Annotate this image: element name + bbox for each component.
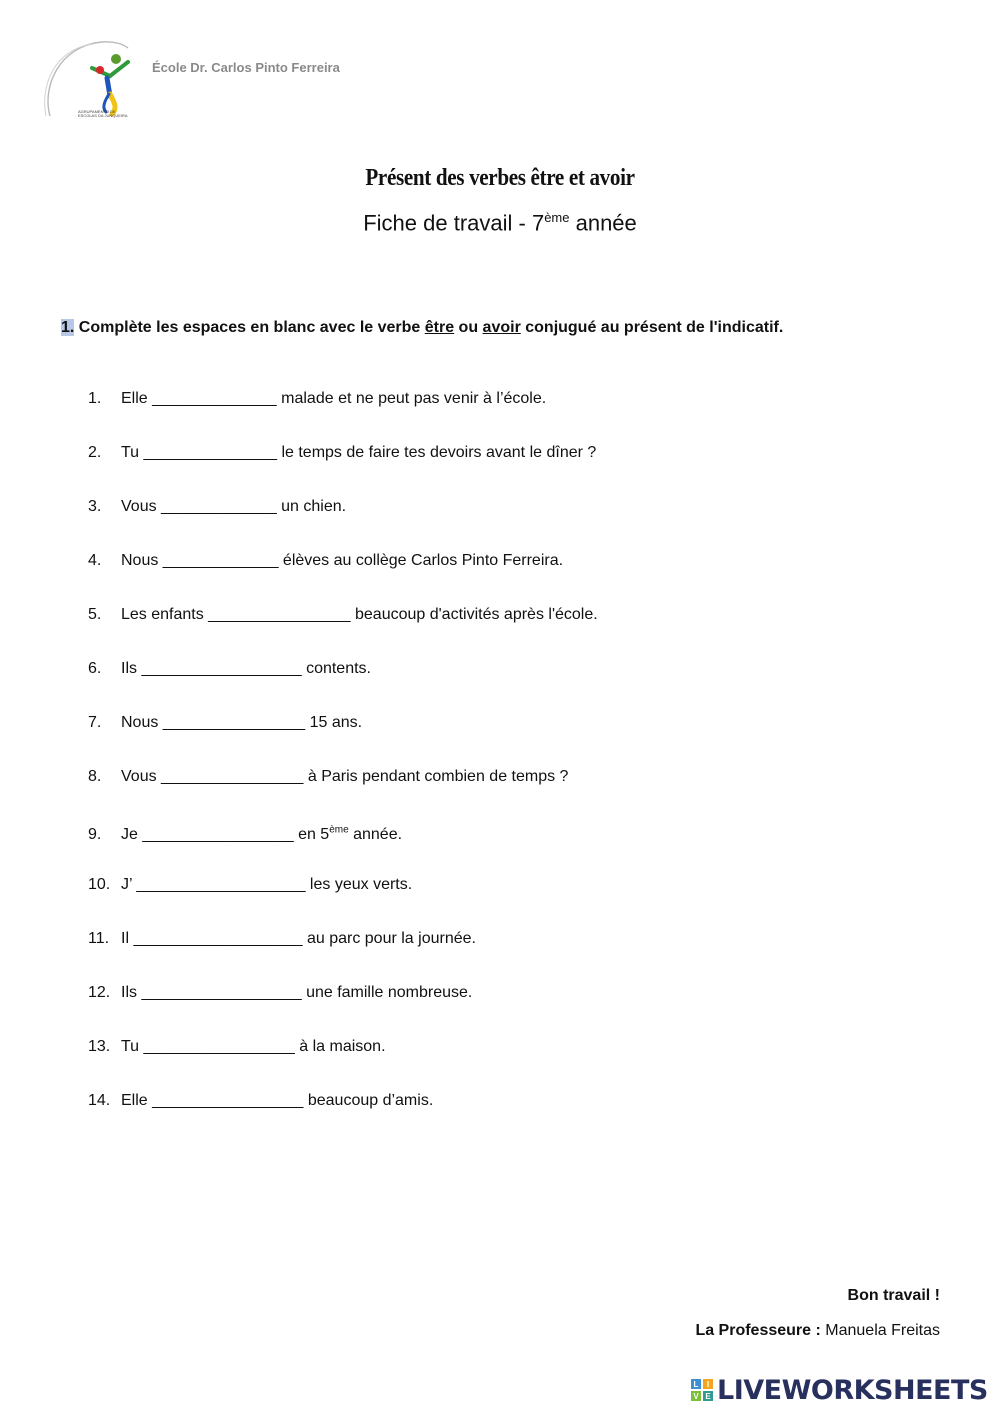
list-item: 5. Les enfants ________________ beaucoup d'activités après l'école. (88, 606, 598, 623)
school-name: École Dr. Carlos Pinto Ferreira (152, 60, 340, 75)
list-item: 6. Ils __________________ contents. (88, 660, 371, 677)
list-item: 1. Elle ______________ malade et ne peut pas venir à l’école. (88, 390, 547, 407)
sentence-with-blank[interactable]: Nous _____________ élèves au collège Carlos Pinto Ferreira. (121, 552, 564, 569)
school-logo (40, 38, 135, 122)
sentence-with-blank[interactable]: Vous ________________ à Paris pendant combien de temps ? (121, 768, 569, 785)
list-item: 2. Tu _______________ le temps de faire tes devoirs avant le dîner ? (88, 444, 597, 461)
liveworksheets-badge-icon (691, 1379, 713, 1401)
page-title: Présent des verbes être et avoir (365, 165, 635, 191)
exercise-instruction: 1. Complète les espaces en blanc avec le verbe être ou avoir conjugué au présent de l'indicatif. (61, 319, 784, 336)
sentence-with-blank[interactable]: Tu _______________ le temps de faire tes devoirs avant le dîner ? (121, 444, 597, 461)
sentence-with-blank[interactable]: Il ___________________ au parc pour la journée. (121, 930, 476, 947)
sentence-with-blank[interactable]: Tu _________________ à la maison. (121, 1038, 386, 1055)
teacher-signature: La Professeure : Manuela Freitas (695, 1322, 940, 1339)
verb-etre: être (424, 319, 455, 336)
sentence-with-blank[interactable]: J’ ___________________ les yeux verts. (121, 876, 413, 893)
sentence-with-blank[interactable]: Vous _____________ un chien. (121, 498, 347, 515)
logo-caption: AGRUPAMENTO DE ESCOLAS DA JUNQUEIRA (78, 109, 128, 118)
sentence-with-blank[interactable]: Ils __________________ contents. (121, 660, 371, 677)
badge-tile: V (691, 1391, 701, 1401)
liveworksheets-watermark (691, 1374, 988, 1406)
list-item: 10. J’ ___________________ les yeux verts. (88, 876, 413, 893)
exercise-list (88, 388, 888, 1144)
page-subtitle: Fiche de travail - 7ème année (363, 210, 637, 236)
sentence-with-blank[interactable]: Elle ______________ malade et ne peut pas venir à l’école. (121, 390, 547, 407)
badge-tile: L (691, 1379, 701, 1389)
liveworksheets-wordmark: LIVEWORKSHEETS (717, 1374, 988, 1406)
sentence-with-blank[interactable]: Ils __________________ une famille nombreuse. (121, 984, 473, 1001)
sentence-with-blank[interactable]: Nous ________________ 15 ans. (121, 714, 363, 731)
badge-tile: E (703, 1391, 713, 1401)
list-item: 11. Il ___________________ au parc pour la journée. (88, 930, 476, 947)
list-item: 9. Je _________________ en 5ème année. (88, 825, 403, 844)
sentence-with-blank[interactable]: Elle _________________ beaucoup d’amis. (121, 1092, 434, 1109)
badge-tile: I (703, 1379, 713, 1389)
list-item: 7. Nous ________________ 15 ans. (88, 714, 363, 731)
list-item: 4. Nous _____________ élèves au collège Carlos Pinto Ferreira. (88, 552, 564, 569)
closing-message: Bon travail ! (847, 1287, 940, 1304)
list-item: 8. Vous ________________ à Paris pendant combien de temps ? (88, 768, 569, 785)
list-item: 3. Vous _____________ un chien. (88, 498, 347, 515)
list-item: 14. Elle _________________ beaucoup d’amis. (88, 1092, 434, 1109)
exercise-number: 1. (61, 319, 75, 336)
list-item: 13. Tu _________________ à la maison. (88, 1038, 386, 1055)
list-item: 12. Ils __________________ une famille nombreuse. (88, 984, 473, 1001)
sentence-with-blank[interactable]: Les enfants ________________ beaucoup d'activités après l'école. (121, 606, 598, 623)
sentence-with-blank[interactable]: Je _________________ en 5ème année. (121, 825, 403, 844)
verb-avoir: avoir (482, 319, 521, 336)
